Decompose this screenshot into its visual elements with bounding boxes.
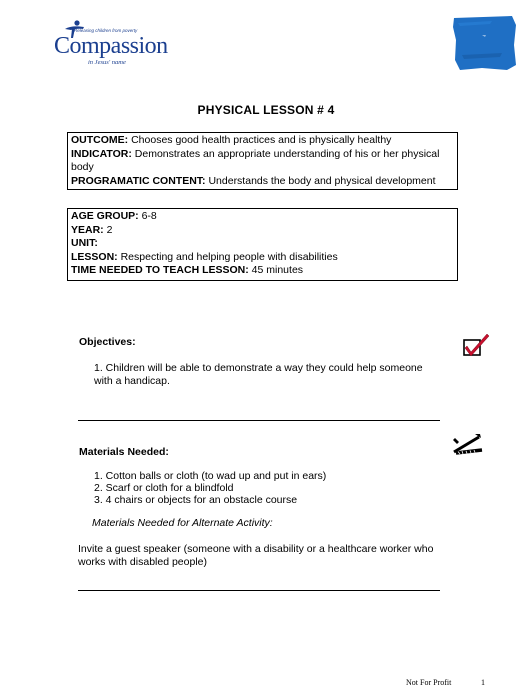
objectives-heading: Objectives: <box>79 336 136 348</box>
time-value: 45 minutes <box>248 264 304 276</box>
materials-item-1: 1. Cotton balls or cloth (to wad up and put in ears) <box>94 470 327 482</box>
content-line <box>71 175 454 189</box>
materials-heading: Materials Needed: <box>79 446 169 458</box>
content-label: PROGRAMATIC CONTENT: <box>71 174 206 187</box>
indicator-line <box>71 148 454 175</box>
age-group-value: 6-8 <box>138 210 157 222</box>
outcome-label: OUTCOME: <box>71 134 129 146</box>
year-label: YEAR: <box>71 223 104 236</box>
blue-brush-patch <box>452 15 517 71</box>
not-for-profit-footer: Not For Profit <box>406 678 452 687</box>
divider-rule-2 <box>78 590 440 591</box>
compassion-logo <box>52 22 167 70</box>
outcome-box <box>67 132 458 190</box>
page-title: PHYSICAL LESSON # 4 <box>197 103 335 117</box>
indicator-label: INDICATOR: <box>71 147 132 160</box>
time-line <box>71 264 454 278</box>
time-label: TIME NEEDED TO TEACH LESSON: <box>71 264 249 276</box>
objective-item-1: 1. Children will be able to demonstrate a way they could help someone with a handicap. <box>94 362 423 387</box>
logo-tagline: Releasing children from poverty <box>74 28 138 33</box>
year-value: 2 <box>103 223 113 236</box>
pencil-ruler-icon <box>451 432 485 458</box>
lesson-line <box>71 251 454 265</box>
logo-wordmark: Compassion <box>54 33 168 59</box>
alternate-materials-text: Invite a guest speaker (someone with a disability or a healthcare worker who works with disabled people) <box>78 543 434 568</box>
age-group-line <box>71 210 454 224</box>
materials-item-2: 2. Scarf or cloth for a blindfold <box>94 482 234 494</box>
page-number: 1 <box>481 678 485 687</box>
lesson-info-box <box>67 208 458 281</box>
year-line <box>71 224 454 238</box>
checkbox-check-icon <box>462 332 490 358</box>
materials-item-3: 3. 4 chairs or objects for an obstacle course <box>94 494 298 506</box>
age-group-label: AGE GROUP: <box>71 210 139 222</box>
lesson-label: LESSON: <box>71 250 118 263</box>
logo-subline: in Jesus' name <box>88 59 126 66</box>
alternate-materials-heading: Materials Needed for Alternate Activity: <box>92 517 273 529</box>
indicator-text: Demonstrates an appropriate understanding of his or her physical body <box>71 147 440 173</box>
unit-line <box>71 237 454 251</box>
outcome-text: Chooses good health practices and is physically healthy <box>128 134 392 146</box>
divider-rule-1 <box>78 420 440 421</box>
lesson-value: Respecting and helping people with disabilities <box>117 250 338 263</box>
content-text: Understands the body and physical development <box>205 174 436 187</box>
outcome-line <box>71 134 454 148</box>
unit-label: UNIT: <box>71 237 98 249</box>
